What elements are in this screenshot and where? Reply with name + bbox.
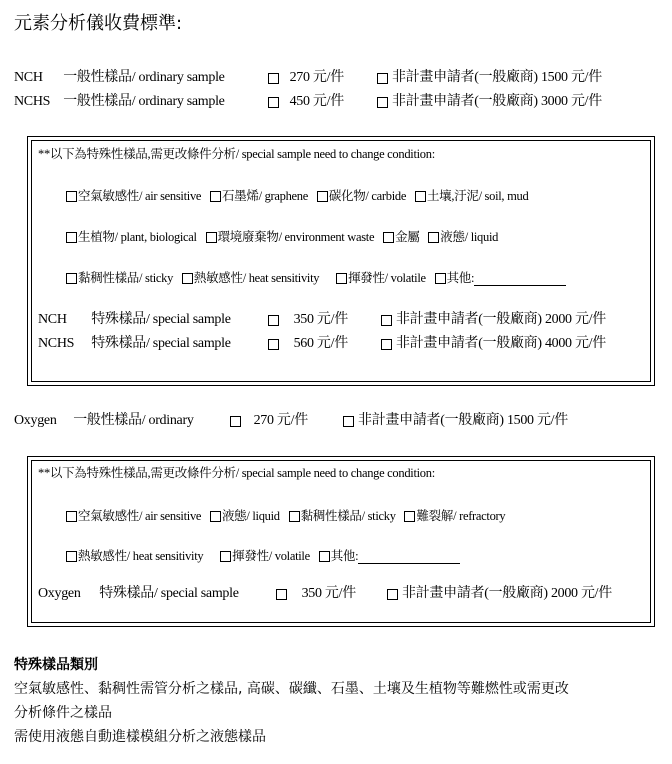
option-label: 空氣敏感性/ air sensitive [78,189,202,204]
sample-code: Oxygen [38,586,81,601]
non-project-price: 非計畫申請者(一般廠商) 3000 元/件 [392,94,602,109]
checkbox[interactable] [276,589,287,600]
sample-code: NCH [38,312,67,327]
sample-desc: 一般性樣品/ ordinary sample [63,94,225,109]
option-label: 石墨烯/ graphene [221,189,308,204]
checkbox[interactable] [268,315,279,326]
option-label: 熱敏感性/ heat sensitivity [193,271,320,286]
special-heading: **以下為特殊性樣品,需更改條件分析/ special sample need to change condition: [38,466,435,480]
sample-desc: 特殊樣品/ special sample [91,336,231,351]
option-label: 熱敏感性/ heat sensitivity [78,549,204,564]
non-project-price: 非計畫申請者(一般廠商) 4000 元/件 [396,336,606,351]
checkbox[interactable] [66,273,77,284]
other-blank-field[interactable] [474,271,566,286]
checkbox[interactable] [210,511,221,522]
option-label: 揮發性/ volatile [348,271,426,286]
option-label: 空氣敏感性/ air sensitive [78,509,202,524]
special-options-line3 [66,268,566,287]
checkbox[interactable] [343,416,354,427]
checkbox[interactable] [319,551,330,562]
general-row-nchs [14,93,602,111]
non-project-price: 非計畫申請者(一般廠商) 1500 元/件 [392,70,602,85]
checkbox[interactable] [230,416,241,427]
category-line: 空氣敏感性、黏稠性需管分析之樣品, 高碳、碳纖、石墨、土壤及生植物等難燃性或需更改 [14,681,569,697]
other-blank-field[interactable] [358,549,460,564]
checkbox[interactable] [66,511,77,522]
checkbox[interactable] [317,191,328,202]
checkbox[interactable] [377,97,388,108]
checkbox[interactable] [336,273,347,284]
checkbox[interactable] [268,97,279,108]
option-label: 黏稠性樣品/ sticky [300,509,396,524]
special-row-nch [38,311,606,329]
non-project-price: 非計畫申請者(一般廠商) 2000 元/件 [396,312,606,327]
option-label: 液態/ liquid [440,230,499,245]
checkbox[interactable] [435,273,446,284]
non-project-price: 非計畫申請者(一般廠商) 2000 元/件 [402,586,612,601]
non-project-price: 非計畫申請者(一般廠商) 1500 元/件 [358,413,568,428]
checkbox[interactable] [404,511,415,522]
option-label: 液態/ liquid [221,509,280,524]
category-title: 特殊樣品類別 [14,657,98,673]
option-label: 黏稠性樣品/ sticky [78,271,174,286]
special-heading: **以下為特殊性樣品,需更改條件分析/ special sample need to change condition: [38,147,435,161]
price: 450 元/件 [289,94,344,109]
checkbox[interactable] [220,551,231,562]
oxygen-options-line2 [66,546,460,565]
option-label: 其他: [330,549,359,564]
sample-code: NCH [14,70,43,85]
option-label: 難裂解/ refractory [416,509,506,524]
checkbox[interactable] [415,191,426,202]
option-label: 土壤,汙泥/ soil, mud [426,189,529,204]
sample-desc: 一般性樣品/ ordinary [73,413,194,428]
price: 270 元/件 [253,413,308,428]
checkbox[interactable] [182,273,193,284]
option-label: 環境廢棄物/ environment waste [217,230,375,245]
price: 560 元/件 [293,336,348,351]
price: 350 元/件 [301,586,356,601]
oxygen-options-line1 [66,506,505,525]
checkbox[interactable] [206,232,217,243]
checkbox[interactable] [210,191,221,202]
sample-code: Oxygen [14,413,57,428]
oxygen-special-row [38,585,612,603]
checkbox[interactable] [383,232,394,243]
option-label: 金屬 [395,230,420,245]
checkbox[interactable] [66,551,77,562]
checkbox[interactable] [377,73,388,84]
oxygen-general-row [14,412,568,430]
checkbox[interactable] [268,339,279,350]
category-line: 需使用液態自動進樣模組分析之液態樣品 [14,729,266,745]
option-label: 碳化物/ carbide [328,189,407,204]
sample-code: NCHS [14,94,51,109]
general-row-nch [14,69,602,87]
option-label: 揮發性/ volatile [232,549,310,564]
checkbox[interactable] [66,232,77,243]
checkbox[interactable] [428,232,439,243]
checkbox[interactable] [268,73,279,84]
sample-code: NCHS [38,336,75,351]
checkbox[interactable] [381,339,392,350]
price: 270 元/件 [289,70,344,85]
checkbox[interactable] [381,315,392,326]
checkbox[interactable] [387,589,398,600]
checkbox[interactable] [289,511,300,522]
special-options-line2 [66,227,498,246]
sample-desc: 一般性樣品/ ordinary sample [63,70,225,85]
special-row-nchs [38,335,606,353]
price: 350 元/件 [293,312,348,327]
sample-desc: 特殊樣品/ special sample [91,312,231,327]
category-line: 分析條件之樣品 [14,705,112,721]
special-options-line1 [66,186,528,205]
checkbox[interactable] [66,191,77,202]
sample-desc: 特殊樣品/ special sample [99,586,239,601]
option-label: 其他: [446,271,475,286]
option-label: 生植物/ plant, biological [78,230,197,245]
page-title: 元素分析儀收費標準: [14,13,183,34]
